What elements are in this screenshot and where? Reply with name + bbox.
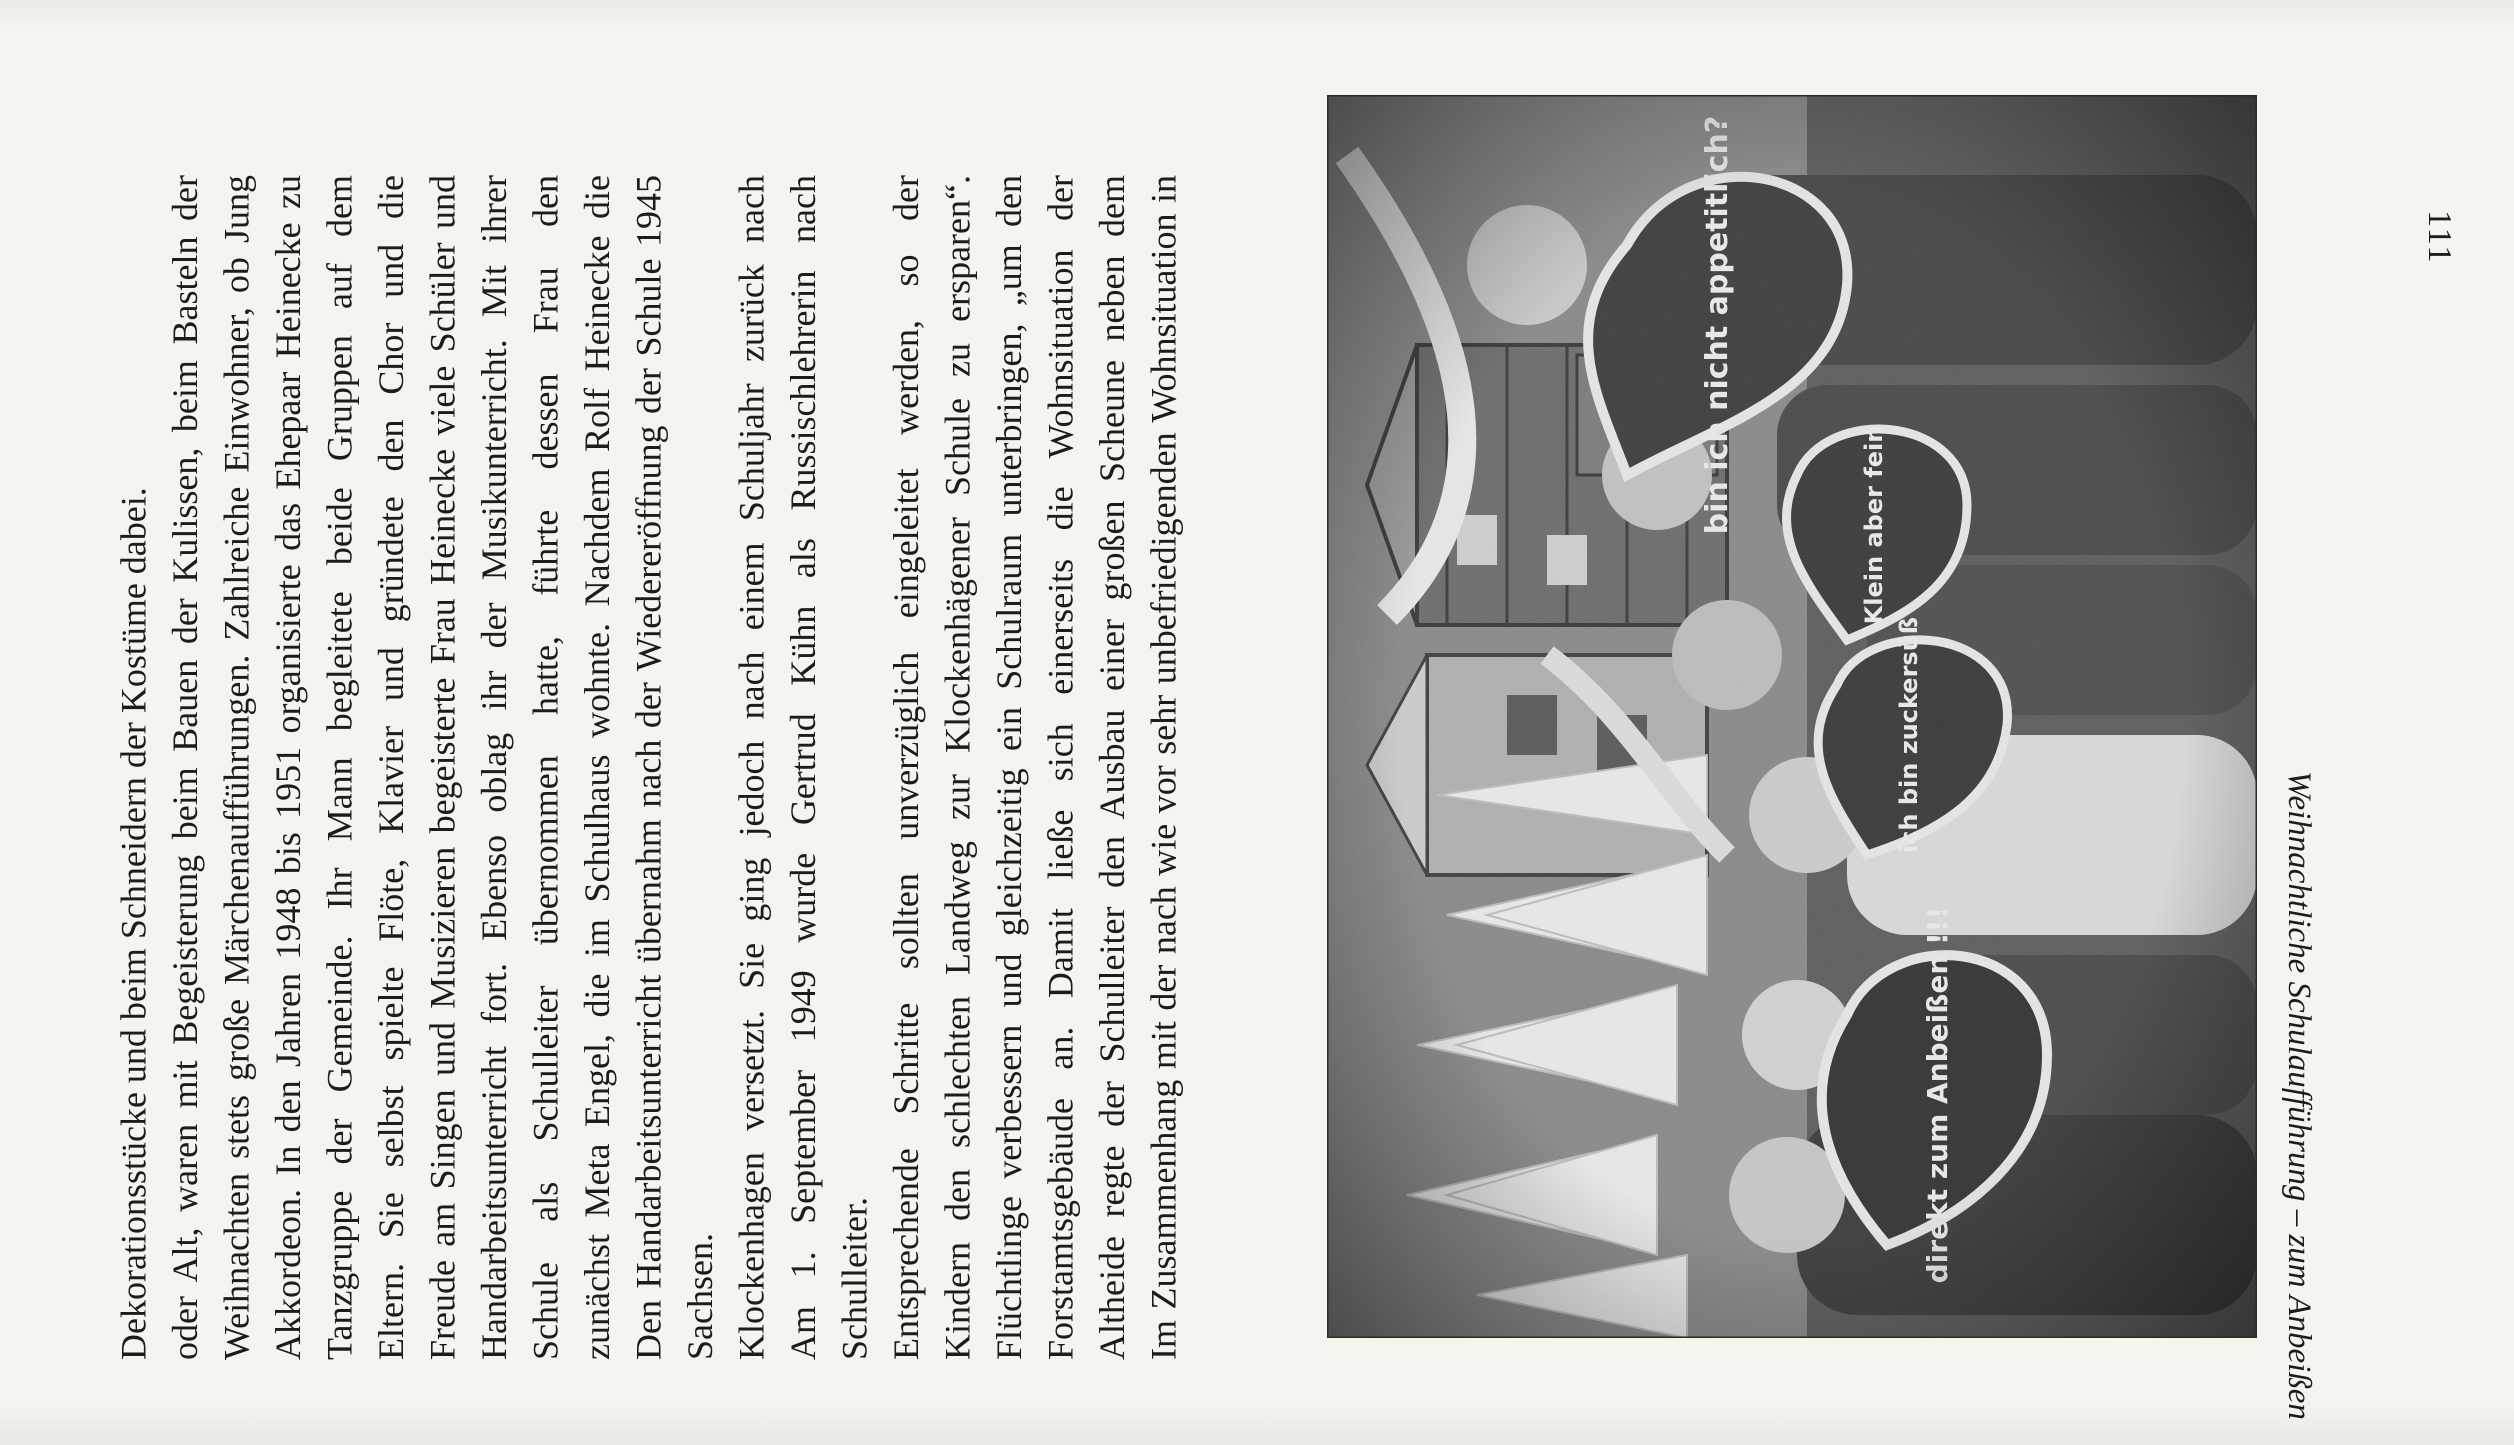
page-number: 111 <box>2421 210 2458 265</box>
school-play-photo <box>1327 95 2257 1338</box>
paragraph-1: Im Zusammenhang mit der nach wie vor sehr unbefriedigenden Wohnsituation in Altheide regte der Schulleiter den Ausbau einer großen Scheune neben dem Forstamtsgebäude an. Damit ließe sich einerseits die Wohnsituation der Flüchtlinge verbessern und gleichzeitig ein Schulraum unterbringen, „um den Kindern den schlechten Landweg zur Klockenhägener Schule zu ersparen“. Entsprechende Schritte sollten unverzüglich eingeleitet werden, so der Schulleiter. <box>834 175 1184 1360</box>
photo-caption: Weihnachtliche Schulaufführung – zum Anbeißen <box>2281 771 2317 1420</box>
paragraph-2: Am 1. September 1949 wurde Gertrud Kühn als Russischlehrerin nach Klockenhagen versetzt. Sie ging jedoch nach einem Schuljahr zurück nach Sachsen. <box>680 175 823 1360</box>
body-text <box>113 175 1190 1360</box>
paragraph-3: Den Handarbeitsunterricht übernahm nach der Wiedereröffnung der Schule 1945 zunächst Meta Engel, die im Schulhaus wohnte. Nachdem Rolf Heinecke die Schule als Schulleiter übernommen hatte, führte dessen Frau den Handarbeitsunterricht fort. Ebenso oblag ihr der Musikunterricht. Mit ihrer Freude am Singen und Musizieren begeisterte Frau Heinecke viele Schüler und Eltern. Sie selbst spielte Flöte, Klavier und gründete den Chor und die Tanzgruppe der Gemeinde. Ihr Mann begleitete beide Gruppen auf dem Akkordeon. In den Jahren 1948 bis 1951 organisierte das Ehepaar Heinecke zu Weihnachten stets große Märchenaufführungen. Zahlreiche Einwohner, ob Jung oder Alt, waren mit Begeisterung beim Bauen der Kulissen, beim Basteln der Dekorationsstücke und beim Schneidern der Kostüme dabei. <box>113 175 669 1360</box>
